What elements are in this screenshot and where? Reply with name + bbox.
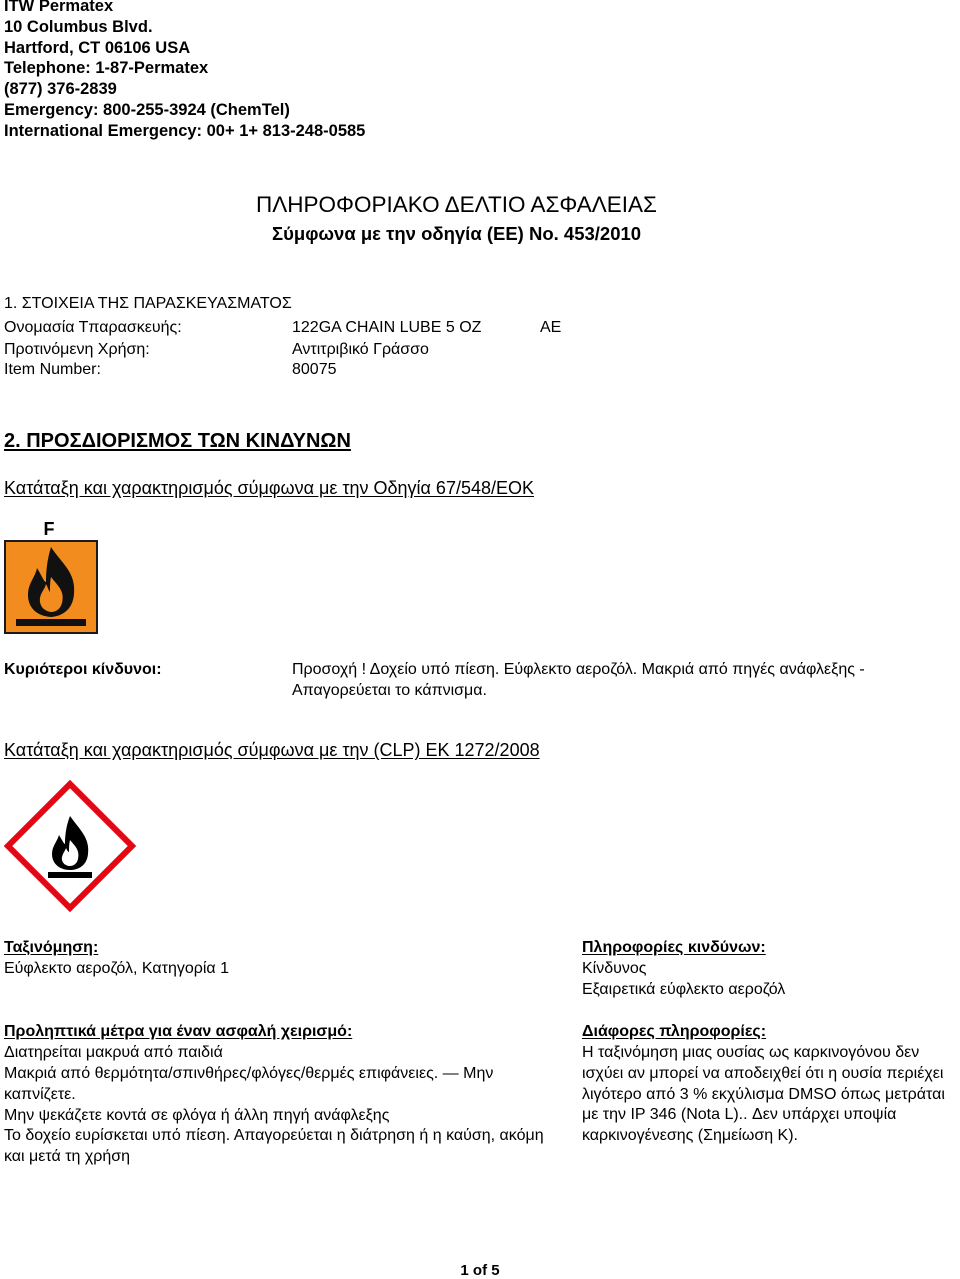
flame-icon xyxy=(4,516,98,636)
company-address-1: 10 Columbus Blvd. xyxy=(4,17,153,36)
pictogram-letter: F xyxy=(43,519,55,539)
company-address-2: Hartford, CT 06106 USA xyxy=(4,38,191,57)
hazard-info-label: Πληροφορίες κινδύνων: xyxy=(582,939,766,956)
company-info xyxy=(4,0,365,142)
preparation-name-label: Ονομασία Τπαρασκευής: xyxy=(4,319,182,336)
classification-value: Εύφλεκτο αεροζόλ, Κατηγορία 1 xyxy=(4,960,230,977)
precaution-item: Διατηρείται μακρυά από παιδιά xyxy=(4,1044,223,1061)
main-hazards-text: Προσοχή ! Δοχείο υπό πίεση. Εύφλεκτο αεροζόλ. Μακριά από πηγές ανάφλεξης - Απαγορεύεται το κάπνισμα. xyxy=(292,661,865,699)
document-title: ΠΛΗΡΟΦΟΡΙΑΚΟ ΔΕΛΤΙΟ ΑΣΦΑΛΕΙΑΣ xyxy=(256,192,657,217)
company-telephone: Telephone: 1-87-Permatex xyxy=(4,59,209,78)
company-emergency: Emergency: 800-255-3924 (ChemTel) xyxy=(4,100,290,119)
clp-classification-heading: Κατάταξη και χαρακτηρισμός σύμφωνα με την (CLP) EK 1272/2008 xyxy=(4,740,540,760)
company-name: ITW Permatex xyxy=(4,0,114,15)
document-subtitle: Σύμφωνα με την οδηγία (ΕΕ) Νο. 453/2010 xyxy=(272,223,642,244)
other-info-text: Η ταξινόμηση μιας ουσίας ως καρκινογόνου δεν ισχύει αν μπορεί να αποδειχθεί ότι η ουσία περιέχει λιγότερο από 3 % εκχύλισμα DMSO όπως μετράται με την IP 346 (Nota L).. Δεν υπάρχει υποψία καρκινογένεσης (Σημείωση Κ). xyxy=(582,1044,945,1145)
main-hazards-label: Κυριότεροι κίνδυνοι: xyxy=(4,661,162,678)
company-telephone-alt: (877) 376-2839 xyxy=(4,80,117,99)
preparation-name-suffix: AE xyxy=(540,319,562,336)
section2-heading: 2. ΠΡΟΣΔΙΟΡΙΣΜΟΣ ΤΩΝ ΚΙΝΔΥΝΩΝ xyxy=(4,430,351,452)
hazard-signal-word: Κίνδυνος xyxy=(582,960,647,977)
classification-label: Ταξινόμηση: xyxy=(4,939,99,956)
item-number-value: 80075 xyxy=(292,361,337,378)
ghs-flame-pictogram xyxy=(4,780,136,912)
section1-heading: 1. ΣΤΟΙΧΕΙΑ ΤΗΣ ΠΑΡΑΣΚΕΥΑΣΜΑΤΟΣ xyxy=(4,295,292,312)
item-number-label: Item Number: xyxy=(4,361,101,378)
precaution-item: Μακριά από θερμότητα/σπινθήρες/φλόγες/θερμές επιφάνειες. — Μην καπνίζετε. xyxy=(4,1065,494,1103)
hazard-statement: Εξαιρετικά εύφλεκτο αεροζόλ xyxy=(582,981,786,998)
flammable-f-pictogram xyxy=(4,516,98,636)
precaution-item: Το δοχείο ευρίσκεται υπό πίεση. Απαγορεύεται η διάτρηση ή η καύση, ακόμη και μετά τη χρήση xyxy=(4,1127,544,1165)
other-info-label: Διάφορες πληροφορίες: xyxy=(582,1023,767,1040)
intended-use-label: Προτινόμενη Χρήση: xyxy=(4,341,150,358)
precautions-label: Προληπτικά μέτρα για έναν ασφαλή χειρισμό: xyxy=(4,1023,353,1040)
dsd-classification-heading: Κατάταξη και χαρακτηρισμός σύμφωνα με την Οδηγία 67/548/ΕΟΚ xyxy=(4,478,534,498)
preparation-name-value: 122GA CHAIN LUBE 5 OZ xyxy=(292,319,482,336)
intended-use-value: Αντιτριβικό Γράσσο xyxy=(292,341,429,358)
company-intl-emergency: International Emergency: 00+ 1+ 813-248-0585 xyxy=(4,121,366,140)
precaution-item: Μην ψεκάζετε κοντά σε φλόγα ή άλλη πηγή ανάφλεξης xyxy=(4,1107,390,1124)
ghs-flame-icon xyxy=(4,780,136,912)
page-number: 1 of 5 xyxy=(460,1262,500,1279)
